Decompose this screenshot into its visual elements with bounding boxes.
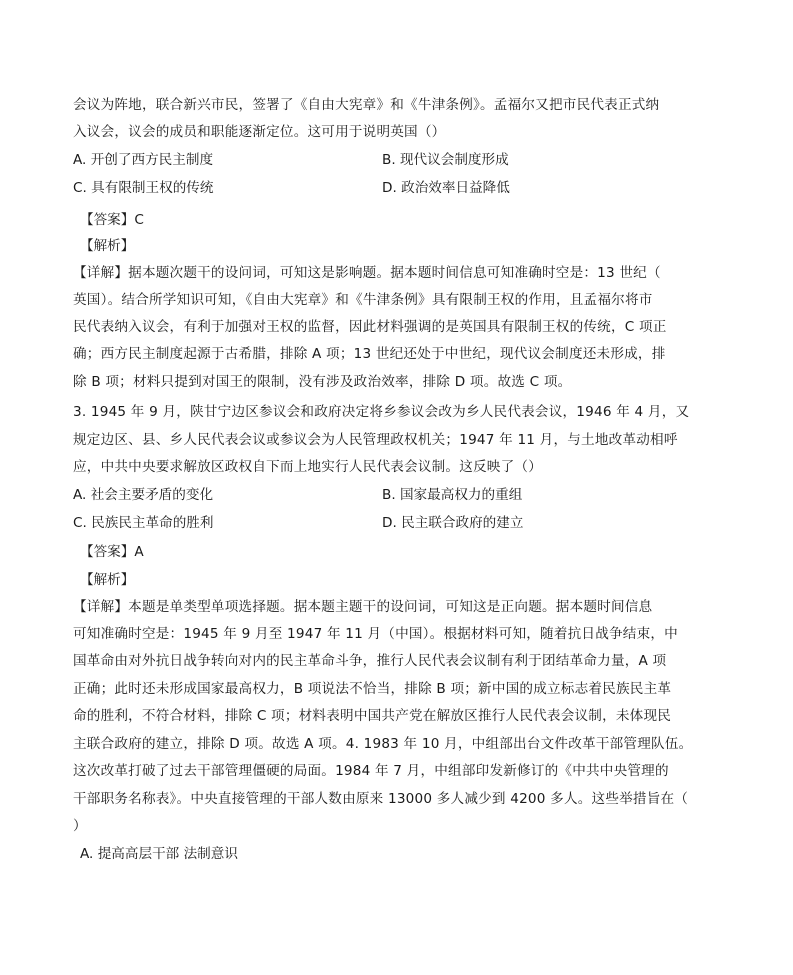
q3-option-c: C. 民族民主革命的胜利 [73, 515, 214, 531]
q2-option-c: C. 具有限制王权的传统 [73, 180, 214, 196]
q2-option-a: A. 开创了西方民主制度 [73, 152, 214, 168]
q3-option-d: D. 民主联合政府的建立 [382, 515, 524, 531]
q3-detail-line-9: ） [73, 818, 87, 834]
q4-option-a: A. 提高高层干部 法制意识 [80, 846, 238, 862]
q3-option-b: B. 国家最高权力的重组 [382, 487, 523, 503]
q3-detail-line-7: 这次改革打破了过去干部管理僵硬的局面。1984 年 7 月，中组部印发新修订的《中共中央管理的 [73, 763, 669, 779]
q3-option-a: A. 社会主要矛盾的变化 [73, 487, 214, 503]
q2-analysis-label: 【解析】 [80, 238, 135, 254]
q2-stem-line-2: 入议会，议会的成员和职能逐渐定位。这可用于说明英国（） [73, 124, 446, 140]
q2-stem-line-1: 会议为阵地，联合新兴市民，签署了《自由大宪章》和《牛津条例》。孟福尔又把市民代表正式纳 [73, 97, 660, 113]
q2-option-b: B. 现代议会制度形成 [382, 152, 509, 168]
q3-detail-line-1: 【详解】本题是单类型单项选择题。据本题主题干的设问词，可知这是正向题。据本题时间信息 [73, 599, 653, 615]
q2-detail-line-5: 除 B 项；材料只提到对国王的限制，没有涉及政治效率，排除 D 项。故选 C 项。 [73, 374, 572, 390]
q3-detail-line-4: 正确；此时还未形成国家最高权力，B 项说法不恰当，排除 B 项；新中国的成立标志着民族民主革 [73, 681, 672, 697]
q3-detail-line-2: 可知准确时空是：1945 年 9 月至 1947 年 11 月（中国）。根据材料可知，随着抗日战争结束，中 [73, 626, 678, 642]
q3-detail-line-8: 干部职务名称表》。中央直接管理的干部人数由原来 13000 多人减少到 4200 多人。这些举措旨在（ [73, 791, 689, 807]
q2-detail-line-2: 英国）。结合所学知识可知，《自由大宪章》和《牛津条例》具有限制王权的作用，且孟福尔将市 [73, 292, 653, 308]
q3-stem-line-3: 应，中共中央要求解放区政权自下而上地实行人民代表会议制。这反映了（） [73, 459, 542, 475]
q3-answer: 【答案】A [80, 544, 144, 560]
q3-detail-line-5: 命的胜利，不符合材料，排除 C 项；材料表明中国共产党在解放区推行人民代表会议制，未体现民 [73, 708, 672, 724]
q2-detail-line-3: 民代表纳入议会，有利于加强对王权的监督，因此材料强调的是英国具有限制王权的传统，C 项正 [73, 319, 667, 335]
q2-answer: 【答案】C [80, 212, 144, 228]
q3-analysis-label: 【解析】 [80, 572, 135, 588]
q3-detail-line-6: 主联合政府的建立，排除 D 项。故选 A 项。4. 1983 年 10 月，中组部出台文件改革干部管理队伍。 [73, 736, 693, 752]
q3-stem-line-2: 规定边区、县、乡人民代表会议或参议会为人民管理政权机关；1947 年 11 月，与土地改革动相呼 [73, 432, 678, 448]
q2-option-d: D. 政治效率日益降低 [382, 180, 510, 196]
q2-detail-line-4: 确；西方民主制度起源于古希腊，排除 A 项；13 世纪还处于中世纪，现代议会制度还未形成，排 [73, 346, 666, 362]
q3-detail-line-3: 国革命由对外抗日战争转向对内的民主革命斗争，推行人民代表会议制有利于团结革命力量，A 项 [73, 653, 667, 669]
q3-stem-line-1: 3. 1945 年 9 月，陕甘宁边区参议会和政府决定将乡参议会改为乡人民代表会议，1946 年 4 月，又 [73, 404, 690, 420]
q2-detail-line-1: 【详解】据本题次题干的设问词，可知这是影响题。据本题时间信息可知准确时空是：13 世纪（ [73, 265, 661, 281]
